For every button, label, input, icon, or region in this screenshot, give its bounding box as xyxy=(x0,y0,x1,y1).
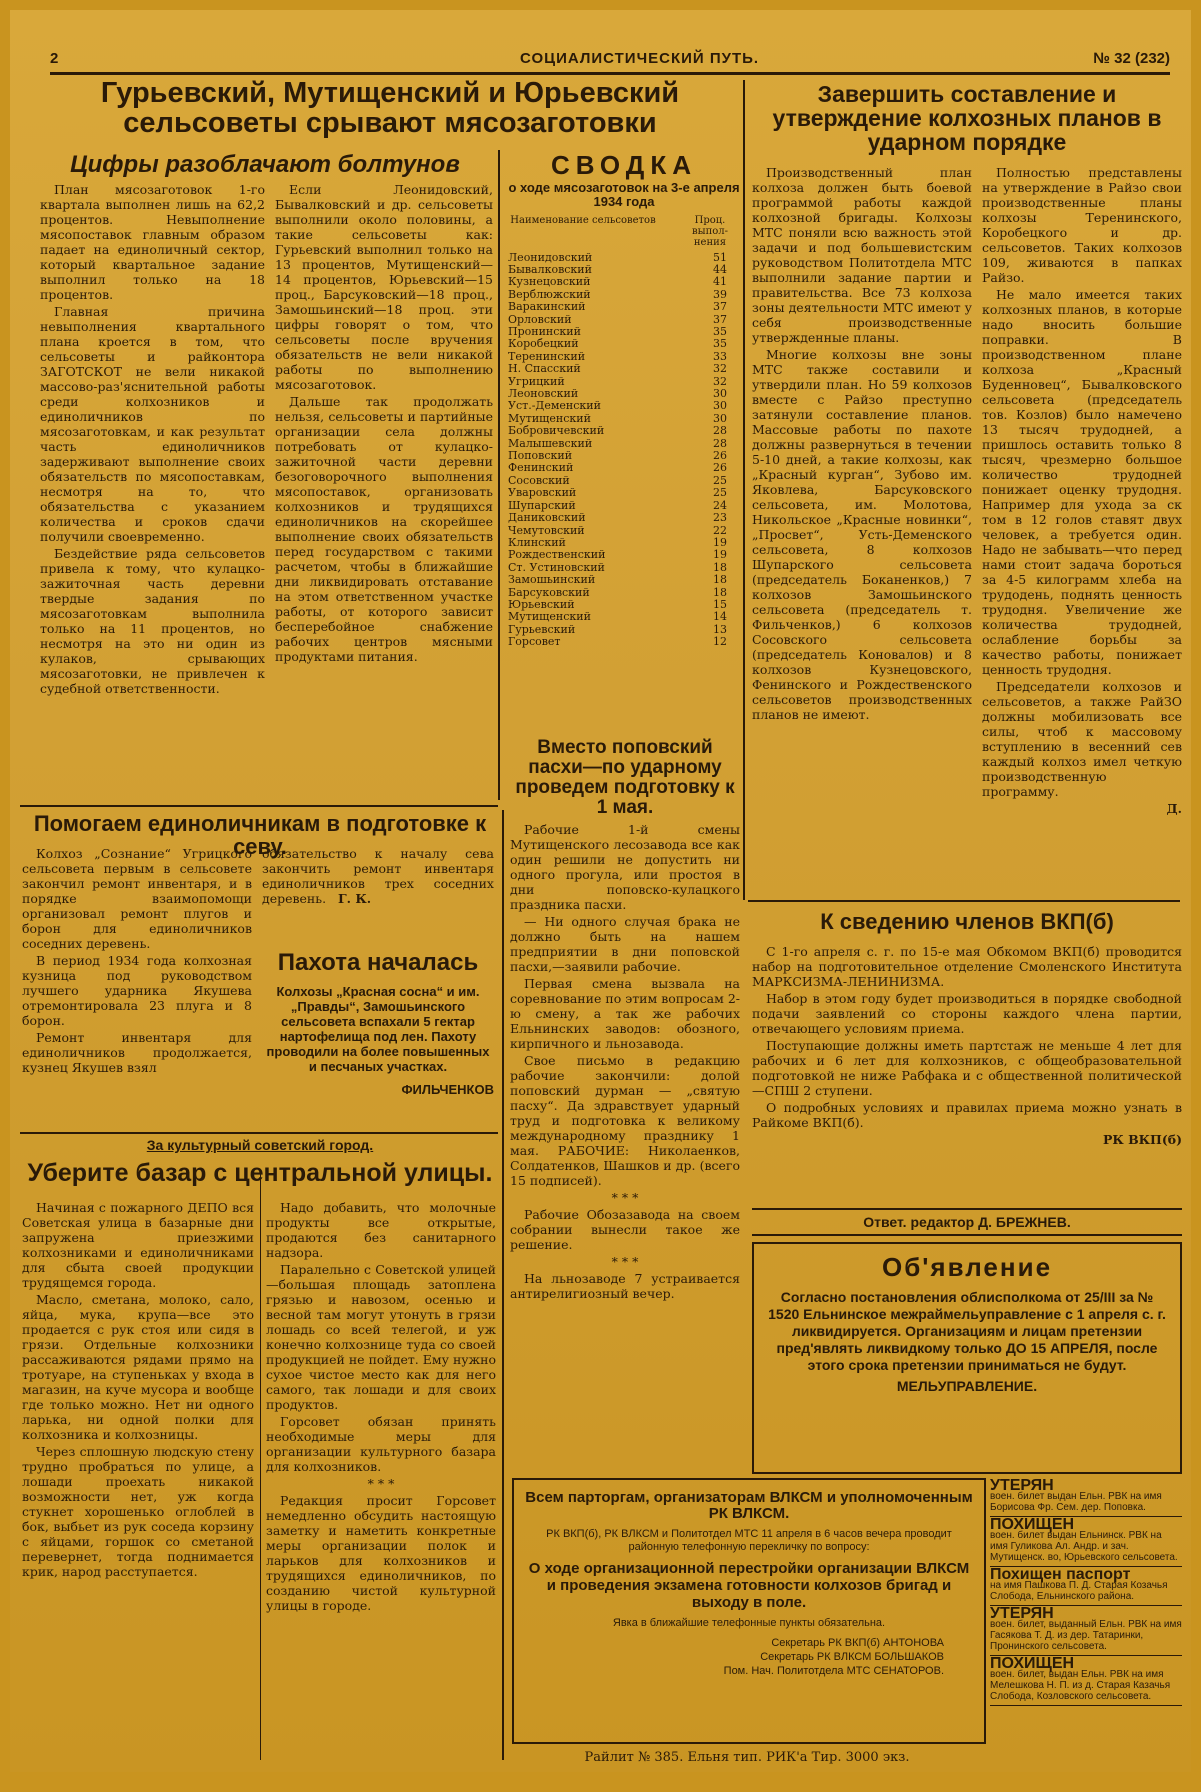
svodka-row-name: Поповский xyxy=(508,449,573,463)
paragraph: Бездействие ряда сельсоветов привела к тому, что кулацко-зажиточная часть деревни твердые задания по мясозаготовкам выполнила только на 11 процентов, но несмотря на это ни один из кулаков, срывающих мясозаготовки, не привлечен к судебной ответственности. xyxy=(40,546,265,696)
svodka-row-pct: 28 xyxy=(713,424,727,438)
svodka-row-name: Гурьевский xyxy=(508,622,576,636)
svodka-row-name: Кузнецовский xyxy=(508,275,591,289)
newspaper-page xyxy=(10,10,1191,1772)
svodka-row-pct: 51 xyxy=(713,250,727,264)
svodka-row-name: Теренинский xyxy=(508,349,586,363)
svodka-row-pct: 14 xyxy=(713,610,727,624)
column-rule xyxy=(260,1170,261,1760)
individual-headline: Помогаем единоличникам в подготовке к севу. xyxy=(33,811,487,860)
svodka-row-name: Коробецкий xyxy=(508,337,579,351)
plowing-signature: ФИЛЬЧЕНКОВ xyxy=(401,1082,494,1097)
svodka-row-pct: 15 xyxy=(713,597,727,611)
partorg-signer: Секретарь РК ВЛКСМ БОЛЬШАКОВ xyxy=(760,1650,944,1663)
easter-headline: Вместо поповский пасхи—по ударному проведем подготовку к 1 мая. xyxy=(515,737,735,818)
svodka-row-pct: 25 xyxy=(713,486,727,500)
svodka-row-pct: 28 xyxy=(713,436,727,450)
svodka-row-name: Шупарский xyxy=(508,498,576,512)
paragraph: Горсовет обязан принять необходимые меры для организации культурного базара для колхозников. xyxy=(266,1414,496,1474)
svodka-row-name: Орловский xyxy=(508,312,572,326)
section-rule xyxy=(748,900,1180,902)
paragraph: Многие колхозы вне зоны МТС также составили и утвердили план. Но 59 колхозов вместе с Райзо преступно затянули составление планов. Массовые работы по пахоте должны развернуться в течении 5-10 дней, а такие колхозы, как „Красный курган“, Зубово им. Яковлева, Барсуковского сельсовета, им. Молотова, Никольское „Красные новинки“, „Просвет“, Усть-Деменского сельсовета, 8 колхозов Шупарского сельсовета (председатель Боканенков,) 7 колхозов Замошьинского сельсовета (председатель т. Фильченков,) 6 колхозов Сосовского сельсовета (председатель Коновалов) и 8 колхозов Кузнецовского, Фенинского и Рождественского сельсоветов производственных планов не имеют. xyxy=(752,347,972,722)
newspaper-title: СОЦИАЛИСТИЧЕСКИЙ ПУТЬ. xyxy=(520,50,760,67)
svodka-row-name: Мутищенский xyxy=(508,411,591,425)
lead-headline: Гурьевский, Мутищенский и Юрьевский сельсоветы срывают мясозаготовки xyxy=(100,77,680,140)
vkp-body xyxy=(752,944,1182,1154)
lead-subhead: Цифры разоблачают болтунов xyxy=(70,151,460,178)
paragraph: Надо добавить, что молочные продукты все открытые, продаются без санитарного надзора. xyxy=(266,1200,496,1260)
paragraph: Ремонт инвентаря для единоличников продолжается, кузнец Якушев взял xyxy=(22,1030,252,1075)
svodka-row xyxy=(508,549,740,561)
svodka-row-name: Бывалковский xyxy=(508,262,592,276)
paragraph: Набор в этом году будет производиться в порядке свободной подачи заявлений со стороны каждого члена партии, отвечающего условиям приема. xyxy=(752,991,1182,1036)
section-rule xyxy=(20,1132,498,1134)
plans-signature: Д. xyxy=(1166,801,1182,816)
svodka-row xyxy=(508,276,740,288)
ad-item: УТЕРЯН воен. билет, выданный Ельн. РВК на имя Гасякова Т. Д. из дер. Татаринки, Пронинского сельсовета. xyxy=(990,1606,1182,1656)
svodka-rows xyxy=(508,252,740,649)
individual-signature: Г. К. xyxy=(338,891,372,906)
partorg-signer: Пом. Нач. Политотдела МТС СЕНАТОРОВ. xyxy=(723,1664,944,1677)
paragraph: Рабочие Обозазавода на своем собрании вынесли такое же решение. xyxy=(510,1207,740,1252)
paragraph: На льнозаводе 7 устраивается антирелигиозный вечер. xyxy=(510,1271,740,1301)
svodka-row xyxy=(508,363,740,375)
editor-line: Ответ. редактор Д. БРЕЖНЕВ. xyxy=(752,1208,1182,1236)
svodka-row-pct: 35 xyxy=(713,337,727,351)
svodka-row-pct: 18 xyxy=(713,573,727,587)
svodka-row-name: Верблюжский xyxy=(508,287,591,301)
classified-ads xyxy=(990,1478,1182,1750)
bazaar-headline: Уберите базар с центральной улицы. xyxy=(27,1159,493,1187)
svodka-row-pct: 22 xyxy=(713,523,727,537)
paragraph: Поступающие должны иметь партстаж не меньше 4 лет для рабочих и 6 лет для колхозников, с общеобразовательной подготовкой не ниже Рабфака и с общественной политической—СПШ 2 ступени. xyxy=(752,1038,1182,1098)
ad-item: ПОХИЩЕН воен. билет, выдан Ельн. РВК на имя Мелешкова Н. П. из д. Старая Казачья Слобода, Козловского сельсовета. xyxy=(990,1656,1182,1706)
svodka-row-pct: 41 xyxy=(713,275,727,289)
svodka-title: СВОДКА xyxy=(551,150,697,180)
svodka-row-name: Горсовет xyxy=(508,635,561,649)
svodka-row xyxy=(508,487,740,499)
svodka-row-pct: 30 xyxy=(713,411,727,425)
svodka-row-pct: 35 xyxy=(713,325,727,339)
paragraph: Через сплошную людскую стену трудно пробраться по улице, а лошади проехать никакой возможности нет, уж когда стукнет хорошенько оглоблей в бок, выбьет из рук соседа корзину с яйцами, горшок со сметаной перевернет, тогда поднимается крик, народ расступается. xyxy=(22,1444,254,1579)
paragraph: Главная причина невыполнения квартального плана кроется в том, что сельсоветы и райконтора ЗАГОТСКОТ не вели никакой массово-раз'яснительной работы среди колхозников и единоличников по мясозаготовкам, и как результат часть единоличников задерживают выполнение своих обязательств по мясопоставкам, несмотря на то, что обязательства с указанием количества и сроков сдачи получили своевременно. xyxy=(40,304,265,544)
column-rule xyxy=(498,150,500,800)
lead-column-2 xyxy=(275,182,493,802)
svodka-row-pct: 44 xyxy=(713,262,727,276)
svodka-row-pct: 26 xyxy=(713,449,727,463)
vkp-signature: РК ВКП(б) xyxy=(1102,1132,1182,1147)
svodka-row xyxy=(508,574,740,586)
paragraph: Председатели колхозов и сельсоветов, а также РайЗО должны мобилизовать все силы, чтоб к массовому вступлению в весенний сев каждый колхоз имел четкую производственную программу. xyxy=(982,679,1182,799)
paragraph: Свое письмо в редакцию рабочие закончили: долой поповский дурман — „святую пасху“. Да здравствует ударный труд и подготовка к великому международному празднику 1 мая. РАБОЧИЕ: Николаенков, Солдатенков, Шашков и др. (всего 15 подписей). xyxy=(510,1053,740,1188)
svodka-row-name: Барсуковский xyxy=(508,585,590,599)
paragraph: Не мало имеется таких колхозных планов, в которые надо вносить большие поправки. В производственном плане колхоза „Красный Буденновец“, Бывалковского сельсовета (председатель тов. Козлов) было намечено 13 тысяч трудодней, а пришлось оставить только 8 тысяч, чрезмерно большое количество трудодней понижает оценку трудодня. Например для ухода за ск том в 12 голов ставят двух человек, а требуется один. Надо не забывать—что перед нами стоит задача бороться за 4-5 килограмм хлеба на трудодень, поднять ценность трудодня. Увеличение же количества трудодней, ослабление борьбы за качество работы, понижает ценность трудодня. xyxy=(982,287,1182,677)
svodka-row-pct: 37 xyxy=(713,300,727,314)
plowing-text: Колхозы „Красная сосна“ и им. „Правды“, Замошьинского сельсовета вспахали 5 гектар нартофелища под лен. Пахоту проводили на более повышенных и песчаных участках. xyxy=(266,984,490,1074)
svodka-row-name: Рождественский xyxy=(508,548,606,562)
individual-column-1 xyxy=(22,846,252,1130)
svodka-row-name: Уваровский xyxy=(508,486,577,500)
svodka-row-name: Пронинский xyxy=(508,325,581,339)
svodka-row-name: Ст. Устиновский xyxy=(508,560,605,574)
separator: * * * xyxy=(611,1254,639,1269)
separator: * * * xyxy=(611,1190,639,1205)
lead-column-1 xyxy=(40,182,265,802)
page-number: 2 xyxy=(50,50,59,67)
svodka-row-name: Варакинский xyxy=(508,300,586,314)
svodka-row-name: Клинский xyxy=(508,535,566,549)
paragraph: Паралельно с Советской улицей—большая площадь затоплена грязью и навозом, осенью и весной там могут утонуть в грязи лошадь со всей телегой, и уж конечно колхознице туда со своей продукцией не пойдет. Ему нужно сухое чистое место как для него самого, так лошади и для своих продуктов. xyxy=(266,1262,496,1412)
svodka-row-name: Уст.-Деменский xyxy=(508,399,601,413)
paragraph: Первая смена вызвала на соревнование по этим вопросам 2-ю смену, а так же рабочих Ельнинских заводов: обозного, кирпичного и льнозавода. xyxy=(510,976,740,1051)
column-rule xyxy=(502,810,504,1760)
paragraph: — Ни одного случая брака не должно быть на нашем предприятии в дни поповской пасхи,—заявили рабочие. xyxy=(510,914,740,974)
paragraph: В период 1934 года колхозная кузница под руководством лучшего ударника Якушева отремонтировала 23 плуга и 8 борон. xyxy=(22,953,252,1028)
svodka-row-name: Леоновский xyxy=(508,387,579,401)
paragraph: Колхоз „Сознание“ Угрицкого сельсовета первым в сельсовете закончил ремонт инвентаря, и в порядке взаимопомощи организовал ремонт плугов и борон для единоличников соседних деревень. xyxy=(22,846,252,951)
svodka-row-name: Юрьевский xyxy=(508,597,575,611)
svodka-row-pct: 25 xyxy=(713,473,727,487)
svodka-row-pct: 19 xyxy=(713,548,727,562)
svodka-row-name: Угрицкий xyxy=(508,374,565,388)
announcement-body: Согласно постановления облисполкома от 25/III за № 1520 Ельнинское межраймельуправление с 1 апреля с. г. ликвидируется. Организациям и лицам претензии пред'являть ликвидкому только ДО 15 АПРЕЛЯ, после этого срока претензии приниматься не будут. xyxy=(768,1289,1166,1374)
ad-item: ПОХИЩЕН воен. билет выдан Ельнинск. РВК на имя Гуликова Ал. Андр. и зач. Мутищенск. во, Юрьевского сельсовета. xyxy=(990,1517,1182,1567)
paragraph: Рабочие 1-й смены Мутищенского лесозавода все как один решили не допустить ни одного прогула, или простоя в дни поповско-кулацкого праздника пасхи. xyxy=(510,822,740,912)
svodka-row-name: Даниковский xyxy=(508,511,586,525)
partorg-headline: Всем парторгам, организаторам ВЛКСМ и уполномоченным РК ВЛКСМ. xyxy=(525,1489,973,1522)
svodka-row-pct: 19 xyxy=(713,535,727,549)
svodka-row-pct: 37 xyxy=(713,312,727,326)
plans-headline: Завершить составление и утверждение колхозных планов в ударном порядке xyxy=(772,81,1162,156)
svodka-header-row xyxy=(508,215,740,248)
svodka-col-name: Наименование сельсоветов xyxy=(510,214,656,226)
svodka-row-pct: 32 xyxy=(713,374,727,388)
individual-column-2 xyxy=(262,846,494,906)
svodka-subtitle: о ходе мясозаготовок на 3-е апреля 1934 года xyxy=(508,180,740,209)
plans-column-1 xyxy=(752,165,972,895)
svodka-row-pct: 30 xyxy=(713,399,727,413)
masthead xyxy=(50,48,1170,75)
bazaar-column-1 xyxy=(22,1200,254,1760)
ad-item: Похищен паспорт на имя Пашкова П. Д. Старая Козачья Слобода, Ельнинского района. xyxy=(990,1567,1182,1606)
svodka-row-name: Фенинский xyxy=(508,461,574,475)
svodka-col-pct: Проц. выпол-нения xyxy=(691,214,728,248)
svodka-row-pct: 33 xyxy=(713,349,727,363)
easter-body xyxy=(510,822,740,1422)
paragraph: Дальше так продолжать нельзя, сельсоветы и партийные организации села должны потребовать от кулацко-зажиточной части деревни безоговорочного выполнения мясопоставок, организовать колхозников и трудящихся единоличников на скорейшее выполнение своих обязательств перед государством с такими расчетом, чтобы в ближайшие дни ликвидировать отставание на этом ответственном участке работы, от которого зависит бесперебойное снабжение рабочих центров мясными продуктами питания. xyxy=(275,394,493,664)
svodka-row-pct: 23 xyxy=(713,511,727,525)
paragraph: Полностью представлены на утверждение в Райзо свои производственные планы колхозы Теренинского, Коробецкого и др. сельсоветов. Таких колхозов 109, живаются в папках Райзо. xyxy=(982,165,1182,285)
svodka-row-name: Чемутовский xyxy=(508,523,585,537)
paragraph: О подробных условиях и правилах приема можно узнать в Райкоме ВКП(б). xyxy=(752,1100,1182,1130)
announcement-signature: МЕЛЬУПРАВЛЕНИЕ. xyxy=(896,1378,1038,1395)
svodka-row-pct: 13 xyxy=(713,622,727,636)
partorg-signer: Секретарь РК ВКП(б) АНТОНОВА xyxy=(771,1636,944,1649)
svodka-row-name: Н. Спасский xyxy=(508,362,581,376)
svodka-row xyxy=(508,301,740,313)
svodka-row-pct: 24 xyxy=(713,498,727,512)
partorg-box xyxy=(512,1478,986,1744)
svodka-row-pct: 12 xyxy=(713,635,727,649)
partorg-note: Явка в ближайшие телефонные пункты обязательна. xyxy=(612,1616,886,1629)
announcement-box xyxy=(752,1242,1182,1474)
svodka-row xyxy=(508,338,740,350)
svodka-row xyxy=(508,425,740,437)
svodka-row-name: Сосовский xyxy=(508,473,570,487)
svodka-row-name: Бобровичевский xyxy=(508,424,605,438)
paragraph: Если Леонидовский, Бывалковский и др. сельсоветы выполнили около половины, а такие сельсоветы как: Гурьевский выполнил только на 13 процентов, Мутищенский—14 процентов, Юрьевский—15 проц., Барсуковский—18 проц., Замошьинский—18 проц. эти цифры говорят о том, что сельсоветы после вручения обязательств не вели никакой работы по выполнению мясозаготовок. xyxy=(275,182,493,392)
ad-item: УТЕРЯН воен. билет выдан Ельн. РВК на имя Борисова Фр. Сем. дер. Поповка. xyxy=(990,1478,1182,1517)
plowing-body xyxy=(262,984,494,1124)
svodka-row-name: Мутищенский xyxy=(508,610,591,624)
paragraph: План мясозаготовок 1-го квартала выполнен лишь на 62,2 процентов. Невыполнение мясопоставок главным образом падает на единоличный сектор, который квартальное задание выполнил только на 18 процентов. xyxy=(40,182,265,302)
svodka-row xyxy=(508,636,740,648)
svodka-row-name: Леонидовский xyxy=(508,250,593,264)
paragraph: обязательство к началу сева закончить ремонт инвентаря единоличников трех соседних деревень. xyxy=(262,846,494,906)
svodka-row xyxy=(508,512,740,524)
vkp-headline: К сведению членов ВКП(б) xyxy=(820,909,1114,934)
paragraph: Редакция просит Горсовет немедленно обсудить настоящую заметку и наметить конкретные меры организации полок и ларьков для колхозников и трудящихся единоличников, по созданию чистой культурной улицы в городе. xyxy=(266,1493,496,1613)
printer-footer: Райлит № 385. Ельня тип. РИК'а Тир. 3000 экз. xyxy=(584,1750,910,1765)
svodka-row-pct: 32 xyxy=(713,362,727,376)
announcement-title: Об'явление xyxy=(881,1252,1053,1282)
plowing-headline: Пахота началась xyxy=(277,949,479,976)
partorg-topic: О ходе организационной перестройки организации ВЛКСМ и проведения экзамена готовности колхозов бригад и выходу в поле. xyxy=(528,1559,970,1611)
paragraph: С 1-го апреля с. г. по 15-е мая Обкомом ВКП(б) проводится набор на подготовительное отделение Смоленского Института МАРКСИЗМА-ЛЕНИНИЗМА. xyxy=(752,944,1182,989)
svodka-row-name: Замошьинский xyxy=(508,573,596,587)
paragraph: Производственный план колхоза должен быть боевой программой работы каждой колхозной бригады. Колхозы МТС поняли всю важность этой задачи и под большевистским руководством Политотдела МТС выполнили задание партии и правительства. Все 73 колхоза зоны деятельности МТС имеют у себя производственные утвержденные планы. xyxy=(752,165,972,345)
section-rule xyxy=(20,805,498,807)
bazaar-column-2 xyxy=(266,1200,496,1760)
svodka-row-pct: 30 xyxy=(713,387,727,401)
svodka-table xyxy=(508,152,740,712)
paragraph: Начиная с пожарного ДЕПО вся Советская улица в базарные дни запружена приезжими колхозниками и единоличниками для сбыта своей продукции трудящемся города. xyxy=(22,1200,254,1290)
svodka-row-pct: 18 xyxy=(713,585,727,599)
column-rule xyxy=(743,80,745,900)
issue-number: № 32 (232) xyxy=(1093,50,1170,67)
svodka-row-pct: 39 xyxy=(713,287,727,301)
partorg-intro: РК ВКП(б), РК ВЛКСМ и Политотдел МТС 11 апреля в 6 часов вечера проводит районную телефонную перекличку по вопросу: xyxy=(546,1527,952,1553)
bazaar-rubric: За культурный советский город. xyxy=(146,1137,374,1153)
plans-column-2 xyxy=(982,165,1182,895)
svodka-row xyxy=(508,400,740,412)
svodka-row-pct: 26 xyxy=(713,461,727,475)
svodka-row-pct: 18 xyxy=(713,560,727,574)
paragraph: Масло, сметана, молоко, сало, яйца, мука, крупа—все это продается с рук стоя или сидя в грязи. Отдельные колхозники рассаживаются рядами прямо на тротуаре, на ступеньках у входа в магазин, на куче мусора и вообще где только можно. Нет ни одного ларька, ни одной полки для колхозника и колхозницы. xyxy=(22,1292,254,1442)
svodka-row xyxy=(508,611,740,623)
separator: * * * xyxy=(367,1476,395,1491)
svodka-row-name: Малышевский xyxy=(508,436,593,450)
